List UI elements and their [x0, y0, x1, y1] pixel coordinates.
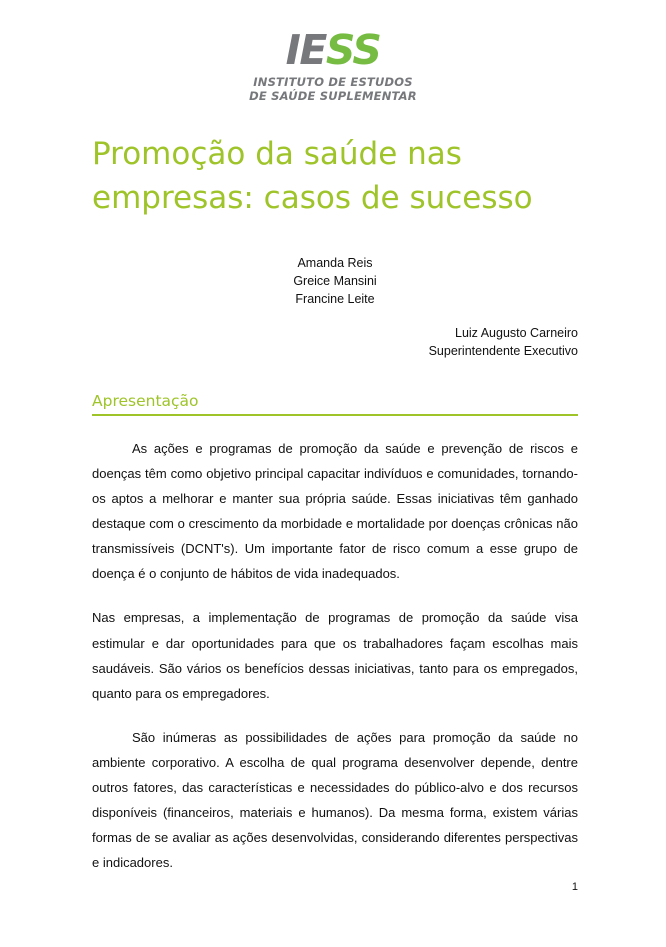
page-title-line-2: empresas: casos de sucesso: [92, 180, 533, 217]
author-list: [92, 255, 578, 308]
page-title: [92, 132, 592, 220]
section-heading: Apresentação: [92, 392, 199, 410]
superintendent-role: Superintendente Executivo: [428, 343, 578, 358]
body-paragraph: São inúmeras as possibilidades de ações para promoção da saúde no ambiente corporativo. A escolha de qual programa desenvolver depende, dentre outros fatores, das características e necessidades do público-alvo e dos recursos disponíveis (financeiros, materiais e humanos). Da mesma forma, existem várias formas de se avaliar as ações desenvolvidas, considerando diferentes perspectivas e indicadores.: [92, 729, 578, 871]
body-text: [92, 436, 578, 875]
page-number: 1: [571, 881, 578, 893]
logo-wordmark: [0, 26, 666, 74]
author-name: Francine Leite: [295, 291, 375, 306]
logo-wordmark-ie: IE: [285, 26, 326, 74]
body-paragraph: As ações e programas de promoção da saúde e prevenção de riscos e doenças têm como objetivo principal capacitar indivíduos e comunidades, tornando-os aptos a melhorar e manter sua própria saúde. Essas iniciativas têm ganhado destaque com o crescimento da morbidade e mortalidade por doenças crônicas não transmissíveis (DCNT's). Um importante fator de risco comum a esse grupo de doença é o conjunto de hábitos de vida inadequados.: [92, 441, 578, 582]
section-header: [92, 392, 578, 416]
superintendent-block: [92, 325, 578, 361]
logo-wordmark-ss: SS: [325, 26, 381, 74]
body-paragraph: Nas empresas, a implementação de programas de promoção da saúde visa estimular e dar oportunidades para que os trabalhadores façam escolhas mais saudáveis. São vários os benefícios dessas iniciativas, tanto para os empregados, quanto para os empregadores.: [92, 610, 578, 701]
logo-subtitle-line-1: INSTITUTO DE ESTUDOS: [253, 75, 413, 89]
superintendent-name: Luiz Augusto Carneiro: [455, 326, 578, 340]
page-title-line-1: Promoção da saúde nas: [92, 136, 462, 172]
author-name: Amanda Reis: [297, 256, 373, 270]
author-name: Greice Mansini: [293, 273, 377, 288]
section-divider: [92, 414, 578, 416]
iess-logo: [0, 26, 666, 104]
logo-subtitle-line-2: DE SAÚDE SUPLEMENTAR: [249, 89, 417, 104]
